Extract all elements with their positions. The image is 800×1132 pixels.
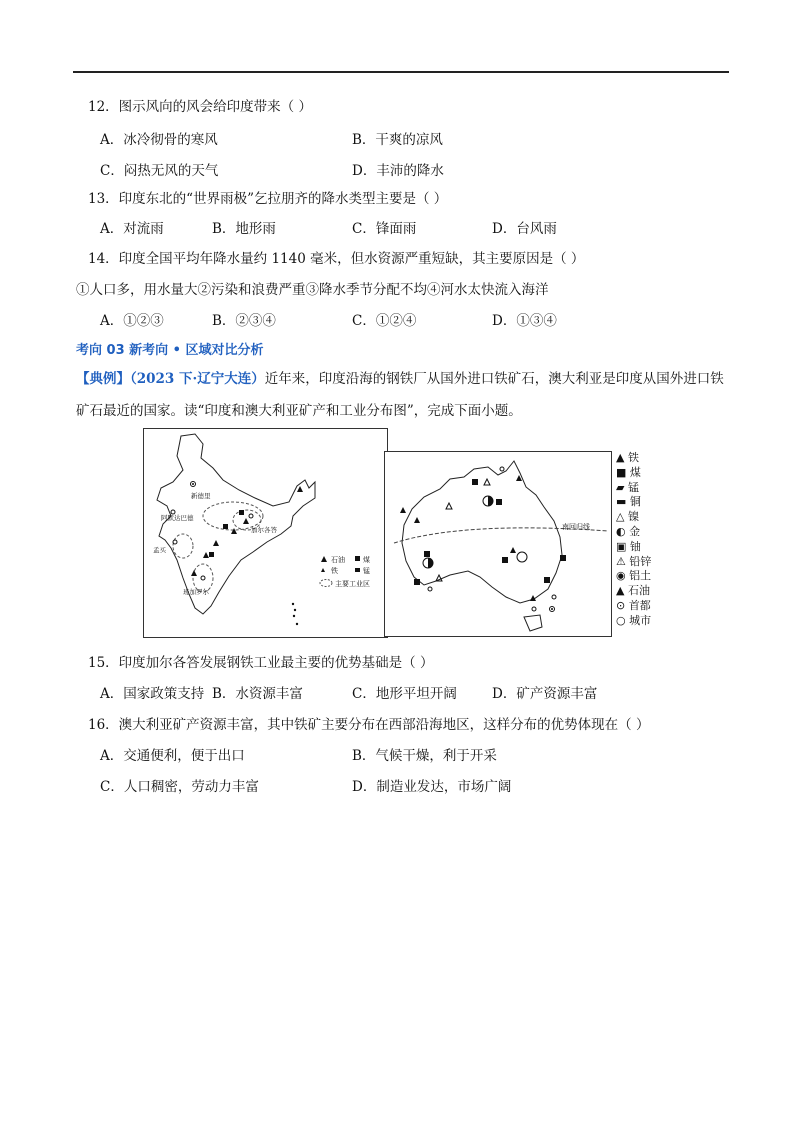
legend-row-uranium: ▣ 铀 xyxy=(616,539,641,553)
australia-legend xyxy=(616,451,672,629)
legend-row-gold: ◐ 金 xyxy=(616,524,641,538)
q14-stem: 14．印度全国平均年降水量约 1140 毫米，但水资源严重短缺，其主要原因是（ ） xyxy=(88,251,585,267)
city-icon: ○ xyxy=(616,613,626,627)
india-legend-iron: 铁 xyxy=(331,567,338,575)
legend-row-nickel: △ 镍 xyxy=(616,510,639,524)
example-tag: 【典例】（2023 下·辽宁大连） xyxy=(76,371,265,387)
city-label-new-delhi: 新德里 xyxy=(191,492,211,500)
q15-option-d: D．矿产资源丰富 xyxy=(492,686,598,702)
legend-row-bauxite: ◉ 铝土 xyxy=(616,569,652,583)
india-legend-industrial-zone: 主要工业区 xyxy=(335,580,370,588)
q12-stem: 12．图示风向的风会给印度带来（ ） xyxy=(88,99,312,115)
q16-option-a: A．交通便利，便于出口 xyxy=(100,748,245,764)
q13-stem: 13．印度东北的“世界雨极”乞拉朋齐的降水类型主要是（ ） xyxy=(88,191,448,207)
legend-row-copper: ▬ 铜 xyxy=(616,495,641,509)
tropic-label: 南回归线 xyxy=(562,523,590,531)
q12-option-a: A．冰冷彻骨的寒风 xyxy=(100,132,218,148)
q13-option-a: A．对流雨 xyxy=(100,221,164,237)
india-map xyxy=(143,428,388,638)
q16-option-d: D．制造业发达，市场广阔 xyxy=(352,779,512,795)
iron-icon: ▲ xyxy=(616,451,625,464)
q14-option-c: C．①②④ xyxy=(352,313,417,329)
legend-row-city: ○ 城市 xyxy=(616,613,652,627)
q16-option-b: B．气候干燥，利于开采 xyxy=(352,748,497,764)
q14-note: ①人口多，用水量大②污染和浪费严重③降水季节分配不均④河水太快流入海洋 xyxy=(76,282,549,298)
city-label-kolkata: 加尔各答 xyxy=(251,526,277,534)
legend-row-oil: ▲ 石油 xyxy=(616,584,650,598)
uranium-icon: ▣ xyxy=(616,539,627,553)
q14-option-b: B．②③④ xyxy=(212,313,276,329)
manganese-icon: ▰ xyxy=(616,480,625,494)
legend-row-manganese: ▰ 锰 xyxy=(616,480,639,494)
legend-row-capital: ⊙ 首都 xyxy=(616,598,651,612)
q16-stem: 16．澳大利亚矿产资源丰富，其中铁矿主要分布在西部沿海地区，这样分布的优势体现在（ ） xyxy=(88,717,650,733)
india-legend-coal: 煤 xyxy=(363,556,370,564)
city-label-bangalore: 班加罗尔 xyxy=(183,588,209,596)
q12-option-b: B．干爽的凉风 xyxy=(352,132,443,148)
oil-icon: ▲ xyxy=(616,584,625,598)
legend-row-coal: ■ 煤 xyxy=(616,465,641,479)
gold-icon: ◐ xyxy=(616,524,626,538)
lead-zinc-icon: ⚠ xyxy=(616,554,626,568)
india-legend-oil: 石油 xyxy=(331,556,345,564)
city-label-ahmedabad: 阿默达巴德 xyxy=(161,514,194,522)
legend-row-lead-zinc: ⚠ 铅锌 xyxy=(616,554,652,568)
bauxite-icon: ◉ xyxy=(616,569,626,583)
q12-option-d: D．丰沛的降水 xyxy=(352,163,444,179)
legend-coal-icon xyxy=(355,556,360,561)
nickel-icon: △ xyxy=(616,510,625,524)
q16-option-c: C．人口稠密，劳动力丰富 xyxy=(100,779,259,795)
q15-option-b: B．水资源丰富 xyxy=(212,686,303,702)
q14-option-d: D．①③④ xyxy=(492,313,557,329)
example-text: 近年来，印度沿海的钢铁厂从国外进口铁矿石，澳大利亚是印度从国外进口铁矿石最近的国家。读“印度和澳大利亚矿产和工业分布图”，完成下面小题。 xyxy=(76,371,724,419)
capital-icon: ⊙ xyxy=(616,598,626,612)
q15-option-c: C．地形平坦开阔 xyxy=(352,686,457,702)
q13-option-d: D．台风雨 xyxy=(492,221,557,237)
australia-map xyxy=(384,451,612,637)
q13-option-b: B．地形雨 xyxy=(212,221,276,237)
legend-row-iron: ▲ 铁 xyxy=(616,451,639,464)
q15-option-a: A．国家政策支持 xyxy=(100,686,205,702)
q12-option-c: C．闷热无风的天气 xyxy=(100,163,219,179)
q14-option-a: A．①②③ xyxy=(100,313,164,329)
coal-icon: ■ xyxy=(616,465,627,479)
copper-icon: ▬ xyxy=(616,495,627,509)
legend-manganese-icon xyxy=(355,568,360,572)
header-rule xyxy=(73,71,729,73)
city-label-mumbai: 孟买 xyxy=(153,546,166,554)
india-legend-manganese: 锰 xyxy=(363,567,370,575)
q13-option-c: C．锋面雨 xyxy=(352,221,417,237)
section-title: 考向 03 新考向 • 区域对比分析 xyxy=(76,343,264,358)
q15-stem: 15．印度加尔各答发展钢铁工业最主要的优势基础是（ ） xyxy=(88,655,434,671)
example-paragraph xyxy=(76,363,726,427)
